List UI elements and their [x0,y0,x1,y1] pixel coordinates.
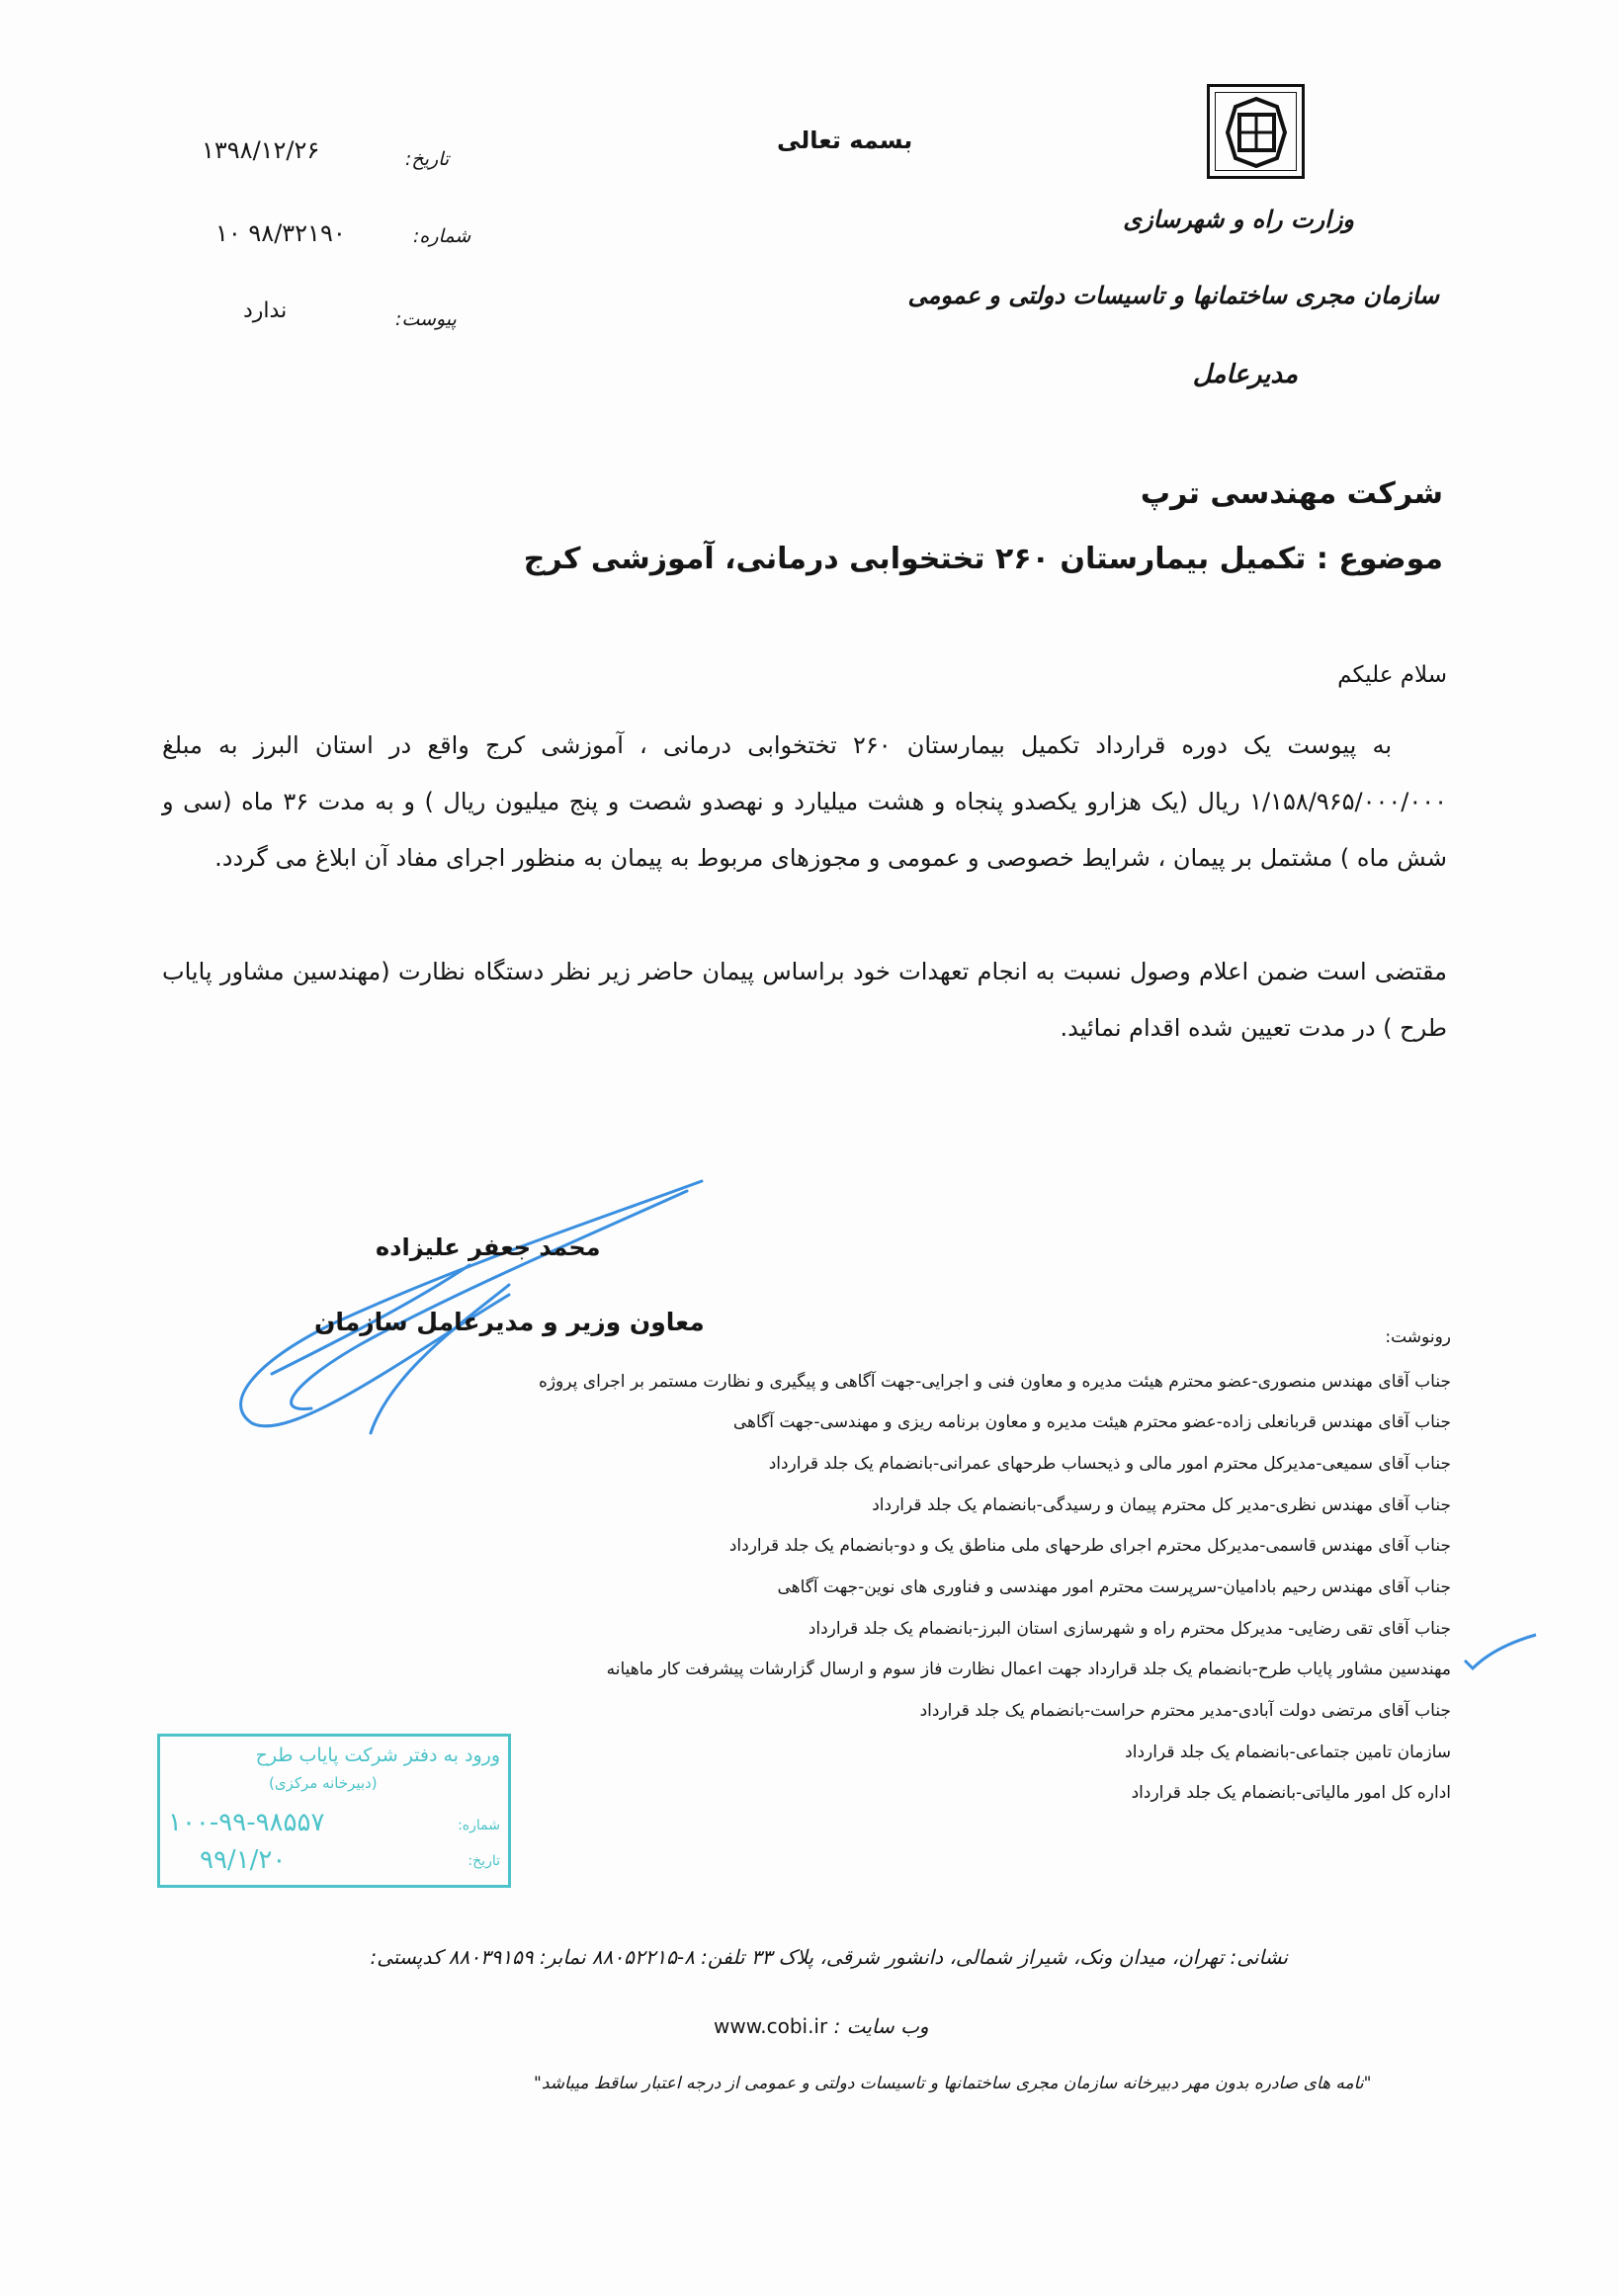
cc-item: اداره کل امور مالیاتی-بانضمام یک جلد قرارداد [1131,1783,1451,1803]
date-value: ۱۳۹۸/۱۲/۲۶ [202,136,320,164]
subject: موضوع : تکمیل بیمارستان ۲۶۰ تختخوابی درمانی، آموزشی کرج [523,542,1443,576]
footer-address: نشانی: تهران، میدان ونک، شیراز شمالی، دانشور شرقی، پلاک ۳۳ تلفن: ۸-۸۸۰۵۲۲۱۵ نمابر: ۸۸۰۳۹۱۵۹ کدپستی: [370,1945,1288,1969]
receipt-stamp [157,1734,511,1888]
cc-item: مهندسین مشاور پایاب طرح-بانضمام یک جلد قرارداد جهت اعمال نظارت فاز سوم و ارسال گزارشات پیشرفت کار ماهیانه [606,1659,1451,1679]
cc-item: جناب آقای سمیعی-مدیرکل محترم امور مالی و ذیحساب طرحهای عمرانی-بانضمام یک جلد قرارداد [768,1454,1451,1474]
greeting: سلام علیکم [1337,662,1447,688]
recipient: شرکت مهندسی ترپ [1140,476,1443,511]
footer-website [714,2014,929,2038]
cc-item: سازمان تامین جتماعی-بانضمام یک جلد قرارداد [1125,1743,1451,1762]
cc-item: جناب آقای مرتضی دولت آبادی-مدیر محترم حراست-بانضمام یک جلد قرارداد [919,1701,1451,1721]
stamp-date-value: ۹۹/۱/۲۰ [200,1845,287,1875]
body-paragraph-1: به پیوست یک دوره قرارداد تکمیل بیمارستان ۲۶۰ تختخوابی درمانی ، آموزشی کرج واقع در استان البرز به مبلغ ۱/۱۵۸/۹۶۵/۰۰۰/۰۰۰ ریال (یک هزارو یکصدو پنجاه و هشت میلیارد و نهصدو شصت و پنج میلیون ریال ) و به مدت ۳۶ ماه (سی و شش ماه ) مشتمل بر پیمان ، شرایط خصوصی و عمومی و مجوزهای مربوط به پیمان به منظور اجرای مفاد آن ابلاغ می گردد. [162,731,1447,872]
invocation: بسمه تعالی [777,127,913,154]
date-label: تاریخ: [405,148,450,170]
number-label: شماره: [413,225,471,247]
website-link[interactable]: www.cobi.ir [714,2014,828,2038]
website-label: وب سایت : [833,2014,929,2038]
cc-item: جناب آقای مهندس نظری-مدیر کل محترم پیمان و رسیدگی-بانضمام یک جلد قرارداد [872,1495,1451,1515]
checkmark-icon [1461,1631,1540,1675]
logo-emblem-icon [1216,93,1298,172]
stamp-title: ورود به دفتر شرکت پایاب طرح [255,1744,500,1766]
stamp-number-value: ۱۰۰-۹۹-۹۸۵۵۷ [168,1808,325,1837]
cc-item: جناب آقای مهندس قربانعلی زاده-عضو محترم هیئت مدیره و معاون برنامه ریزی و مهندسی-جهت آگاهی [732,1412,1451,1432]
stamp-date-label: تاریخ: [468,1853,500,1869]
office-title: مدیرعامل [1192,360,1298,389]
cc-label: رونوشت: [1385,1327,1451,1347]
ministry-logo [1207,84,1305,179]
cc-item: جناب آقای مهندس منصوری-عضو محترم هیئت مدیره و معاون فنی و اجرایی-جهت آگاهی و پیگیری و نظارت مستمر بر اجرای پروژه [538,1372,1451,1392]
attachment-label: پیوست: [395,308,457,330]
attachment-value: ندارد [243,298,288,323]
organization-name: سازمان مجری ساختمانها و تاسیسات دولتی و عمومی [907,282,1439,309]
number-value: ۱۰ ۹۸/۳۲۱۹۰ [215,219,346,247]
ministry-name: وزارت راه و شهرسازی [1123,206,1354,233]
cc-item: جناب آقای مهندس قاسمی-مدیرکل محترم اجرای طرحهای ملی مناطق یک و دو-بانضمام یک جلد قرارداد [728,1536,1451,1556]
footer-note: "نامه های صادره بدون مهر دبیرخانه سازمان مجری ساختمانها و تاسیسات دولتی و عمومی از درجه اعتبار ساقط میباشد" [534,2074,1372,2093]
stamp-subtitle: (دبیرخانه مرکزی) [269,1774,378,1792]
cc-item: جناب آقای تقی رضایی- مدیرکل محترم راه و شهرسازی استان البرز-بانضمام یک جلد قرارداد [808,1619,1451,1639]
signatory-title: معاون وزیر و مدیرعامل سازمان [314,1308,705,1336]
signatory-name: محمد جعفر علیزاده [376,1233,601,1261]
cc-item: جناب آقای مهندس رحیم بادامیان-سرپرست محترم امور مهندسی و فناوری های نوین-جهت آگاهی [777,1577,1451,1597]
stamp-number-label: شماره: [458,1818,500,1833]
body-paragraph-2: مقتضی است ضمن اعلام وصول نسبت به انجام تعهدات خود براساس پیمان حاضر زیر نظر دستگاه نظارت (مهندسین مشاور پایاب طرح ) در مدت تعیین شده اقدام نمائید. [162,958,1447,1042]
